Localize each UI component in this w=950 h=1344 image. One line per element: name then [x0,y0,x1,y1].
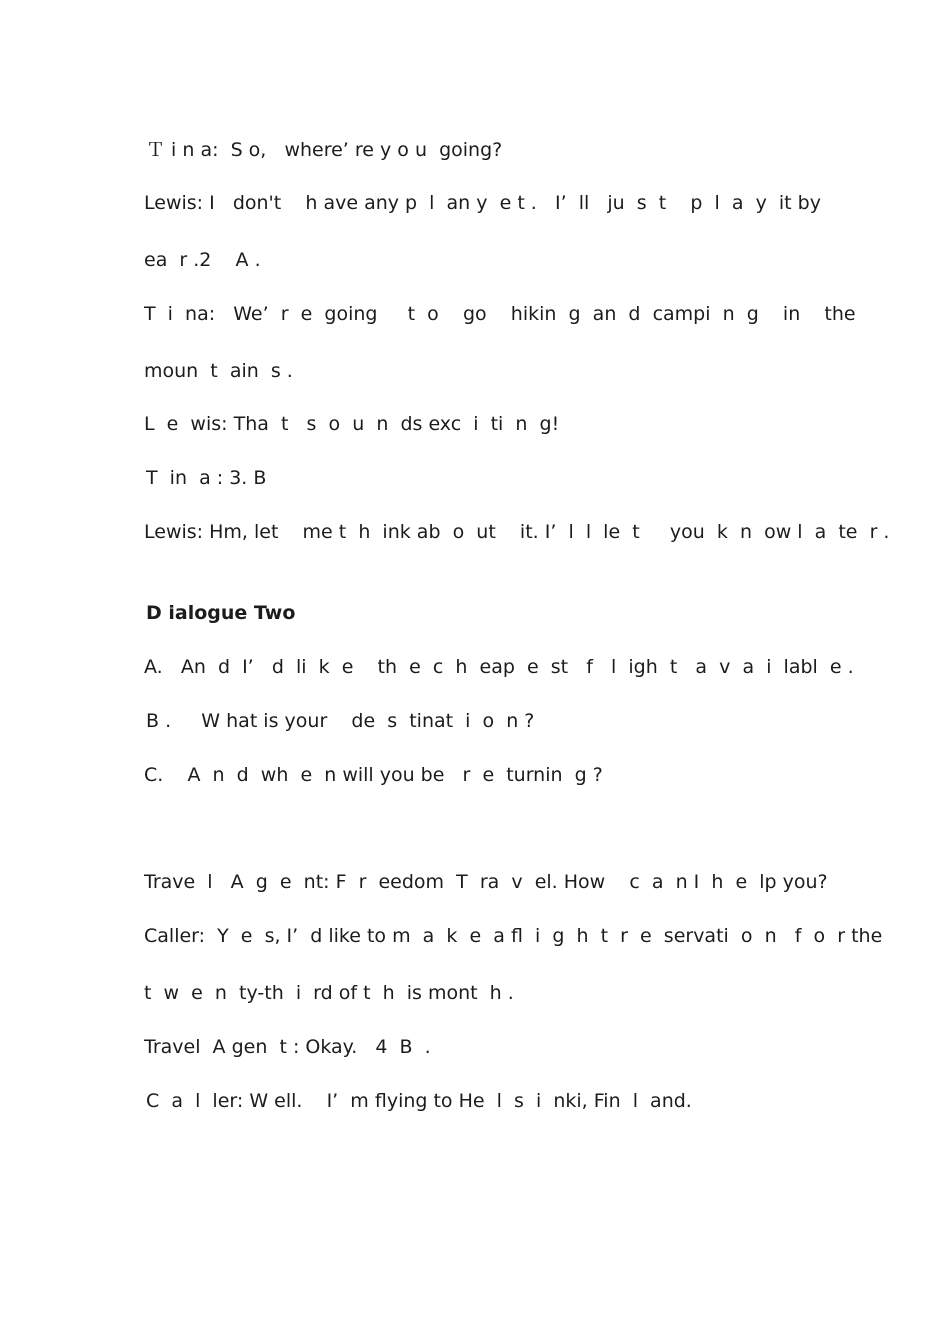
option-a: A. An d I’ d li k e th e c h eap e st f l igh t a v a i labl e . [144,656,854,678]
option-c: C. A n d wh e n will you be r e turnin g ? [144,764,603,786]
dialogue-line: Ｔ i n a: S o, where’ re y o u going? [146,139,503,161]
section-heading: D ialogue Two [146,602,296,624]
dialogue-line: ea r .2 A . [144,249,261,271]
option-b: B . W hat is your de s tinat i o n ? [146,710,535,732]
dialogue-line: Travel A gen t : Okay. 4 B . [144,1036,431,1058]
dialogue-line: t w e n ty-th i rd of t h is mont h . [144,982,514,1004]
dialogue-line: T i na: We’ r e going t o go hikin g an d campi n g in the [144,303,856,325]
dialogue-line: T in a : 3. B [146,467,267,489]
dialogue-line: L e wis: Tha t s o u n ds exc i ti n g! [144,413,560,435]
dialogue-line: Caller: Y e s, I’ d like to m a k e a fl i g h t r e servati o n f o r the [144,925,883,947]
dialogue-line: Lewis: I don't h ave any p l an y e t . I’ ll ju s t p l a y it by [144,192,821,214]
dialogue-line: C a l ler: W ell. I’ m flying to He l s i nki, Fin l and. [146,1090,692,1112]
dialogue-line: Lewis: Hm, let me t h ink ab o ut it. I’ l l le t you k n ow l a te r . [144,521,890,543]
dialogue-line: moun t ain s . [144,360,293,382]
dialogue-line: Trave l A g e nt: F r eedom T ra v el. How c a n I h e lp you? [144,871,828,893]
